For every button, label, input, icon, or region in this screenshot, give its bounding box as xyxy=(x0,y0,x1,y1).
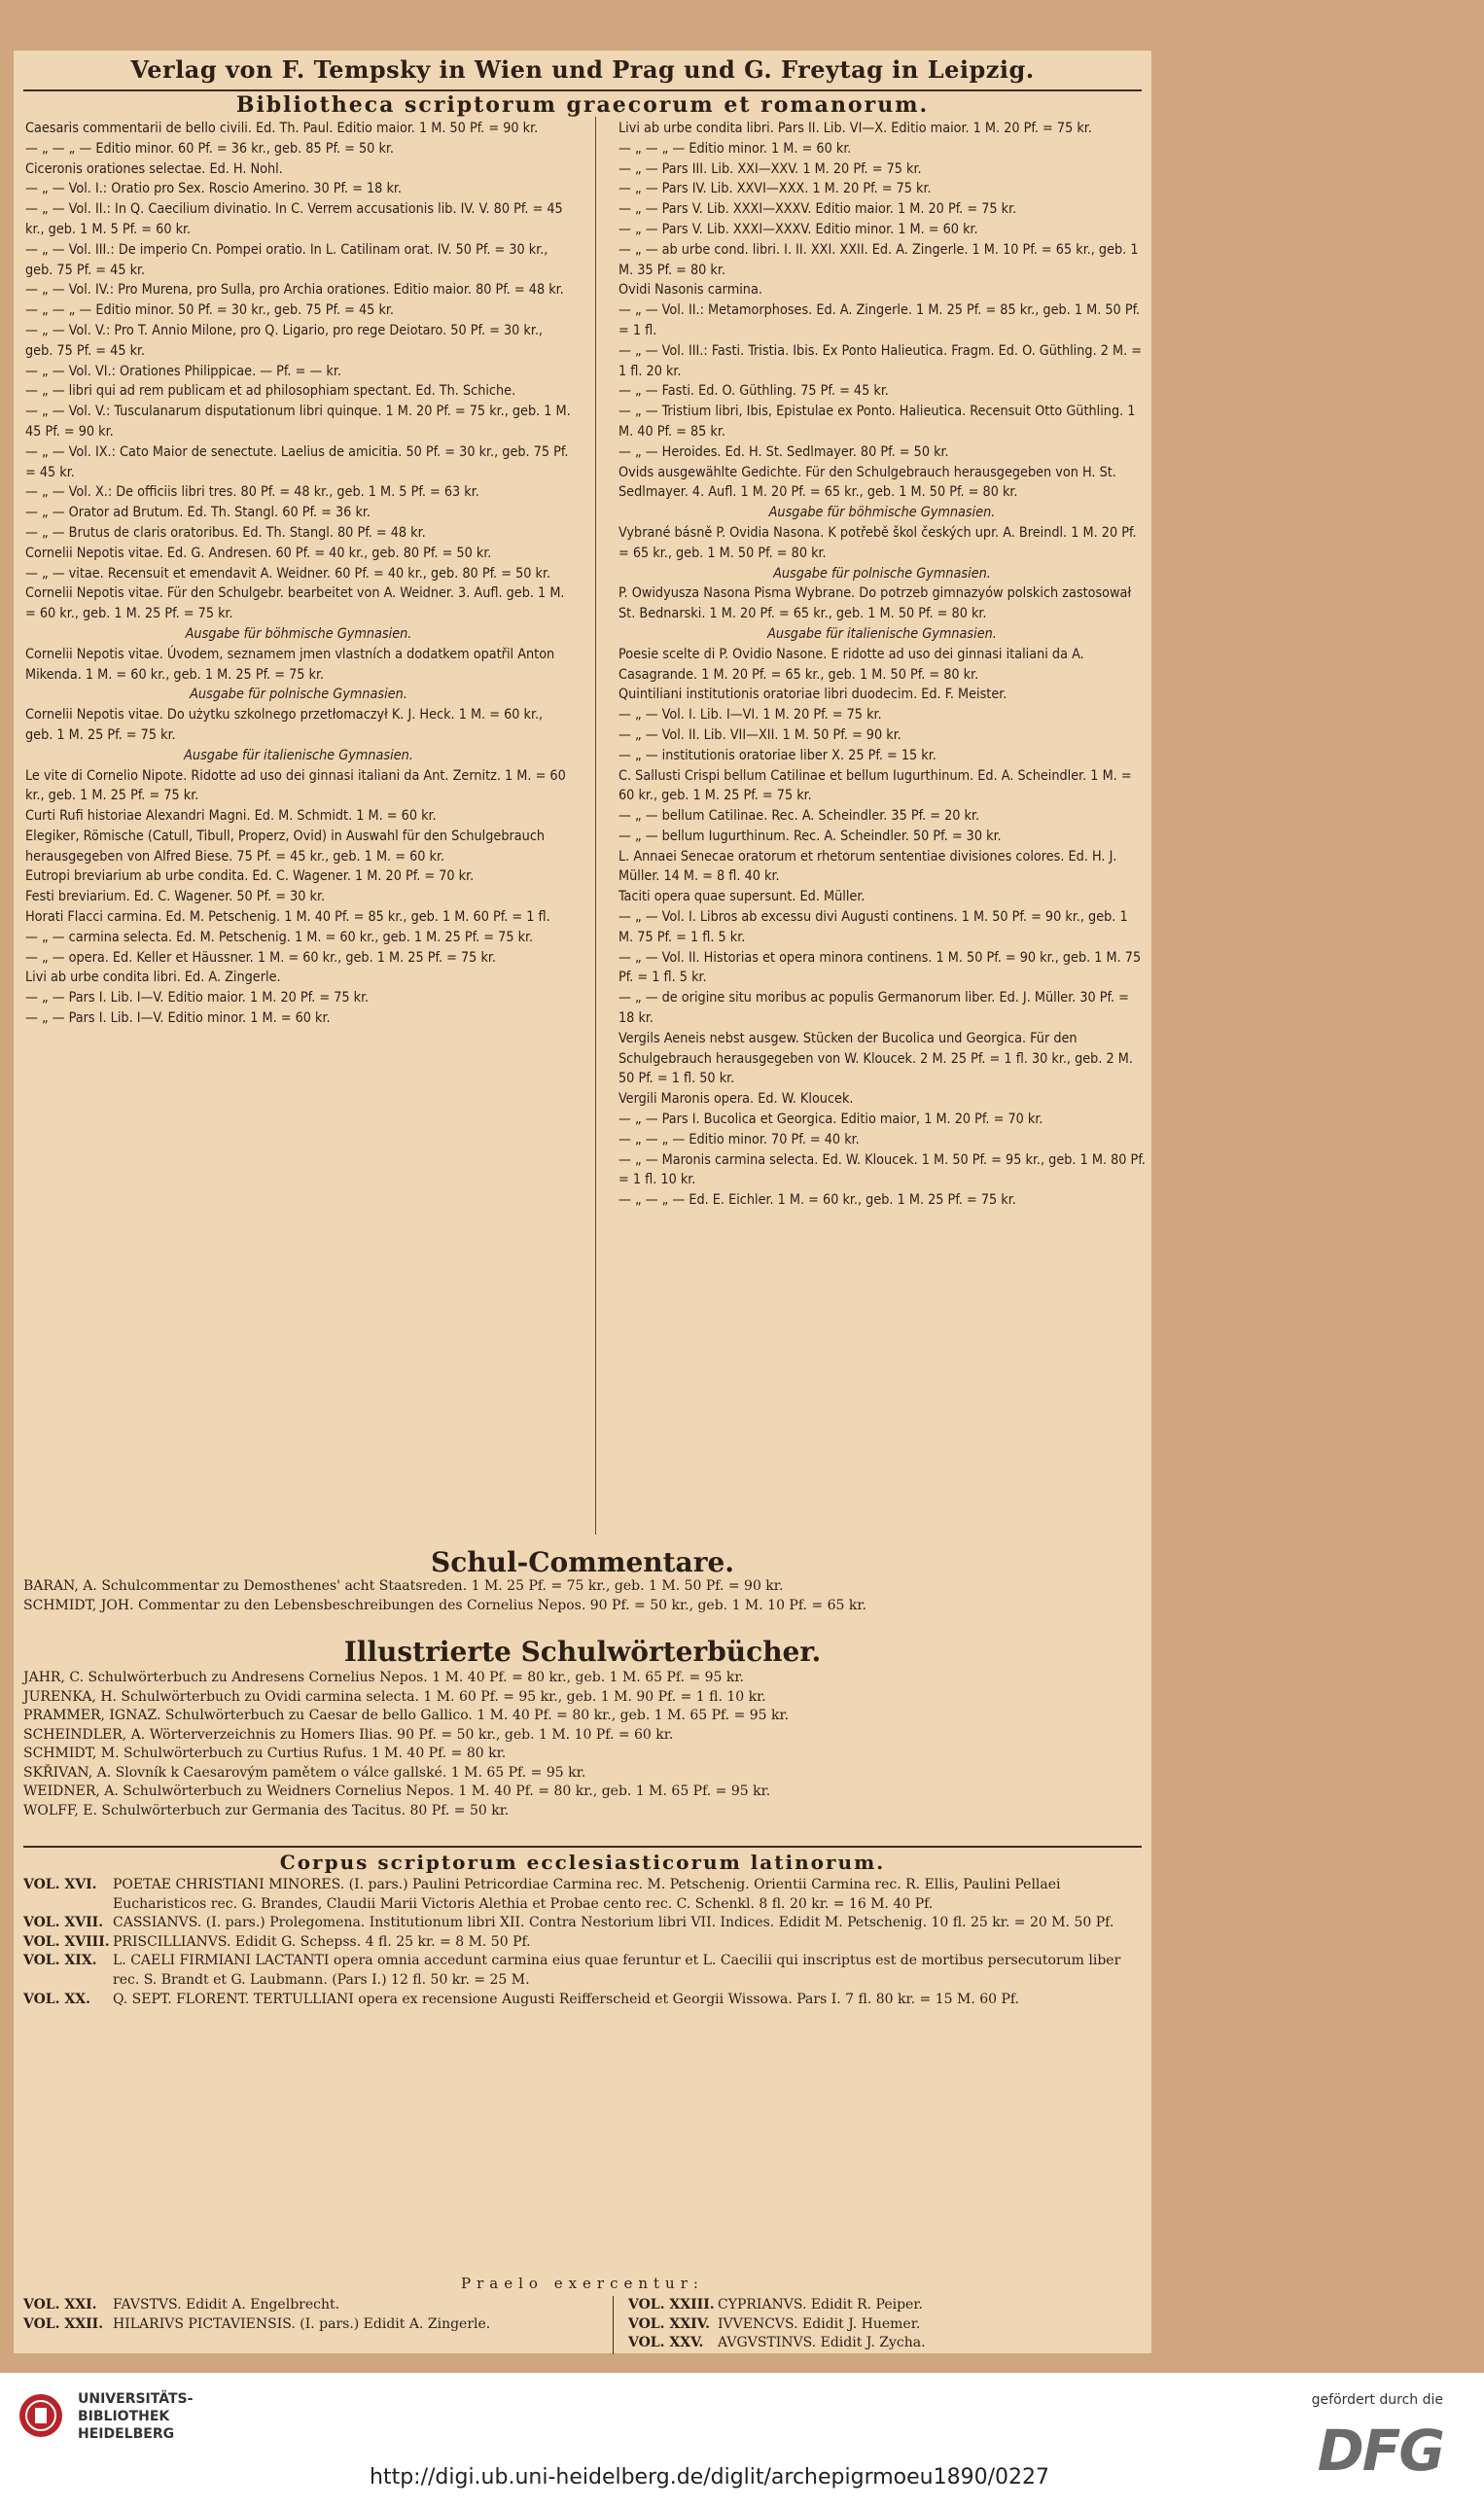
catalog-entry: — „ — carmina selecta. Ed. M. Petschenig. 1 M. = 60 kr., geb. 1 M. 25 Pf. = 75 kr. xyxy=(25,929,534,945)
volume-number: VOL. XX. xyxy=(23,1991,91,2007)
corpus-volume-list xyxy=(23,1876,1142,2009)
catalog-page xyxy=(14,51,1151,2353)
catalog-entry: — „ — Vol. II. Historias et opera minora continens. 1 M. 50 Pf. = 90 kr., geb. 1 M. 75 Pf. = 1 fl. 5 kr. xyxy=(618,949,1146,986)
volume-number: VOL. XXI. xyxy=(23,2297,97,2313)
dictionary-entry: JURENKA, H. Schulwörterbuch zu Ovidi carmina selecta. 1 M. 60 Pf. = 95 kr., geb. 1 M. 90 Pf. = 1 fl. 10 kr. xyxy=(23,1688,766,1705)
dictionary-entry: WOLFF, E. Schulwörterbuch zur Germania des Tacitus. 80 Pf. = 50 kr. xyxy=(23,1802,510,1818)
catalog-entry: — „ — ab urbe cond. libri. I. II. XXI. XXII. Ed. A. Zingerle. 1 M. 10 Pf. = 65 kr., geb. 1 M. 35 Pf. = 80 kr. xyxy=(618,241,1143,278)
right-column xyxy=(618,119,1149,1211)
catalog-entry: Ausgabe für böhmische Gymnasien. xyxy=(185,625,412,642)
volume-description: IVVENCVS. Edidit J. Huemer. xyxy=(718,2315,921,2332)
catalog-entry: — „ — „ — Editio minor. 50 Pf. = 30 kr., geb. 75 Pf. = 45 kr. xyxy=(25,302,394,319)
catalog-entry: Livi ab urbe condita libri. Ed. A. Zingerle. xyxy=(25,970,281,986)
catalog-entry: — „ — Vol. V.: Tusculanarum disputationum libri quinque. 1 M. 20 Pf. = 75 kr., geb. 1 M. 45 Pf. = 90 kr. xyxy=(25,404,575,440)
corpus-volume xyxy=(23,1876,1142,1914)
dictionary-entry: WEIDNER, A. Schulwörterbuch zu Weidners Cornelius Nepos. 1 M. 40 Pf. = 80 kr., geb. 1 M. 65 Pf. = 95 kr. xyxy=(23,1783,771,1799)
catalog-entry: Cornelii Nepotis vitae. Für den Schulgebr. bearbeitet von A. Weidner. 3. Aufl. geb. 1 M. = 60 kr., geb. 1 M. 25 Pf. = 75 kr. xyxy=(25,585,569,622)
university-seal-icon xyxy=(18,2392,64,2439)
catalog-entry: — „ — opera. Ed. Keller et Häussner. 1 M. = 60 kr., geb. 1 M. 25 Pf. = 75 kr. xyxy=(25,949,496,966)
dictionary-entry: SCHMIDT, M. Schulwörterbuch zu Curtius Rufus. 1 M. 40 Pf. = 80 kr. xyxy=(23,1746,507,1761)
catalog-entry: Cornelii Nepotis vitae. Ed. G. Andresen. 60 Pf. = 40 kr., geb. 80 Pf. = 50 kr. xyxy=(25,545,492,561)
schulwoerterbuecher-list xyxy=(23,1669,1142,1820)
viewer-footer xyxy=(0,2373,1484,2507)
catalog-entry: — „ — Vol. I. Libros ab excessu divi Augusti continens. 1 M. 50 Pf. = 90 kr., geb. 1 M. 75 Pf. = 1 fl. 5 kr. xyxy=(618,909,1132,945)
catalog-entry: — „ — Vol. IV.: Pro Murena, pro Sulla, pro Archia orationes. Editio maior. 80 Pf. = 48 kr. xyxy=(25,282,564,299)
catalog-entry: Ovids ausgewählte Gedichte. Für den Schulgebrauch herausgegeben von H. St. Sedlmayer. 4. Aufl. 1 M. 20 Pf. = 65 kr., geb. 1 M. 50 Pf. = 80 kr. xyxy=(618,464,1120,501)
volume-description: L. CAELI FIRMIANI LACTANTI opera omnia accedunt carmina eius quae feruntur et L. Caecilii qui inscriptus est de mortibus persecutorum liber rec. S. Brandt et G. Laubmann. (Pars I.) 12 fl. 50 kr. = 25 M. xyxy=(113,1953,1121,1988)
left-column xyxy=(25,119,575,1029)
catalog-entry: Eutropi breviarium ab urbe condita. Ed. C. Wagener. 1 M. 20 Pf. = 70 kr. xyxy=(25,868,475,885)
volume-description: FAVSTVS. Edidit A. Engelbrecht. xyxy=(113,2297,340,2313)
volume-description: POETAE CHRISTIANI MINORES. (I. pars.) Paulini Petricordiae Carmina rec. M. Petschenig. Orientii Carmina rec. R. Ellis, Paulini Pellaei Eucharisticos rec. G. Brandes, Claudii Marii Victoris Alethia et Probae cento rec. C. Schenkl. 8 fl. 20 kr. = 16 M. 40 Pf. xyxy=(113,1877,1061,1912)
bibliotheca-title: Bibliotheca scriptorum graecorum et romanorum. xyxy=(235,92,930,118)
corpus-volume xyxy=(23,1933,1142,1953)
catalog-entry: — „ — Heroides. Ed. H. St. Sedlmayer. 80 Pf. = 50 kr. xyxy=(618,443,949,460)
catalog-entry: — „ — Maronis carmina selecta. Ed. W. Kloucek. 1 M. 50 Pf. = 95 kr., geb. 1 M. 80 Pf. = 1 fl. 10 kr. xyxy=(618,1151,1149,1188)
catalog-entry: Ausgabe für polnische Gymnasien. xyxy=(773,565,991,582)
volume-description: AVGVSTINVS. Edidit J. Zycha. xyxy=(718,2335,926,2351)
forthcoming-volume xyxy=(23,2296,607,2315)
volume-description: Q. SEPT. FLORENT. TERTULLIANI opera ex recensione Augusti Reifferscheid et Georgii Wissowa. Pars I. 7 fl. 80 kr. = 15 M. 60 Pf. xyxy=(113,1991,1020,2007)
dictionary-entry: SKŘIVAN, A. Slovník k Caesarovým pamětem o válce gallské. 1 M. 65 Pf. = 95 kr. xyxy=(23,1764,586,1781)
funded-by-label: gefördert durch die xyxy=(1311,2392,1443,2408)
catalog-entry: — „ — Vol. X.: De officiis libri tres. 80 Pf. = 48 kr., geb. 1 M. 5 Pf. = 63 kr. xyxy=(25,484,479,501)
catalog-entry: — „ — Vol. V.: Pro T. Annio Milone, pro Q. Ligario, pro rege Deiotaro. 50 Pf. = 30 kr., geb. 75 Pf. = 45 kr. xyxy=(25,322,548,359)
catalog-entry: Curti Rufi historiae Alexandri Magni. Ed. M. Schmidt. 1 M. = 60 kr. xyxy=(25,808,437,825)
column-divider xyxy=(595,117,596,1535)
dictionary-entry: PRAMMER, IGNAZ. Schulwörterbuch zu Caesar de bello Gallico. 1 M. 40 Pf. = 80 kr., geb. 1 M. 65 Pf. = 95 kr. xyxy=(23,1708,790,1723)
catalog-entry: — „ — Vol. II.: In Q. Caecilium divinatio. In C. Verrem accusationis lib. IV. V. 80 Pf. = 45 kr., geb. 1 M. 5 Pf. = 60 kr. xyxy=(25,201,567,237)
catalog-entry: — „ — Fasti. Ed. O. Güthling. 75 Pf. = 45 kr. xyxy=(618,383,889,400)
catalog-entry: Elegiker, Römische (Catull, Tibull, Properz, Ovid) in Auswahl für den Schulgebrauch herausgegeben von Alfred Biese. 75 Pf. = 45 kr., geb. 1 M. = 60 kr. xyxy=(25,828,549,865)
catalog-entry: Livi ab urbe condita libri. Pars II. Lib. VI—X. Editio maior. 1 M. 20 Pf. = 75 kr. xyxy=(618,121,1092,136)
catalog-entry: — „ — Vol. II.: Metamorphoses. Ed. A. Zingerle. 1 M. 25 Pf. = 85 kr., geb. 1 M. 50 Pf. = 1 fl. xyxy=(618,302,1145,338)
corpus-volume xyxy=(23,1991,1142,2010)
volume-number: VOL. XVI. xyxy=(23,1877,97,1892)
catalog-entry: Ausgabe für polnische Gymnasien. xyxy=(190,687,407,703)
forthcoming-volume xyxy=(628,2296,1134,2315)
forthcoming-volume xyxy=(628,2315,1134,2335)
catalog-entry: — „ — bellum Catilinae. Rec. A. Scheindler. 35 Pf. = 20 kr. xyxy=(618,808,980,825)
forthcoming-volume xyxy=(23,2315,607,2335)
corpus-volume xyxy=(23,1914,1142,1933)
catalog-entry: P. Owidyusza Nasona Pisma Wybrane. Do potrzeb gimnazyów polskich zastosował St. Bednarski. 1 M. 20 Pf. = 65 kr., geb. 1 M. 50 Pf. = 80 kr. xyxy=(618,585,1136,622)
volume-description: CYPRIANVS. Edidit R. Peiper. xyxy=(718,2297,923,2313)
catalog-entry: Taciti opera quae supersunt. Ed. Müller. xyxy=(618,889,866,905)
catalog-entry: C. Sallusti Crispi bellum Catilinae et bellum Iugurthinum. Ed. A. Scheindler. 1 M. = 60 kr., geb. 1 M. 25 Pf. = 75 kr. xyxy=(618,767,1136,804)
dictionary-entry: JAHR, C. Schulwörterbuch zu Andresens Cornelius Nepos. 1 M. 40 Pf. = 80 kr., geb. 1 M. 65 Pf. = 95 kr. xyxy=(23,1670,745,1685)
catalog-entry: Horati Flacci carmina. Ed. M. Petschenig. 1 M. 40 Pf. = 85 kr., geb. 1 M. 60 Pf. = 1 fl. xyxy=(25,909,550,926)
catalog-entry: — „ — Vol. I.: Oratio pro Sex. Roscio Amerino. 30 Pf. = 18 kr. xyxy=(25,181,402,197)
schul-commentare-list xyxy=(23,1577,1142,1615)
header-rule xyxy=(23,89,1142,91)
catalog-entry: — „ — Pars I. Lib. I—V. Editio maior. 1 M. 20 Pf. = 75 kr. xyxy=(25,990,370,1006)
catalog-entry: — „ — Vol. VI.: Orationes Philippicae. — Pf. = — kr. xyxy=(25,363,341,379)
forthcoming-divider xyxy=(613,2296,614,2354)
volume-number: VOL. XXIV. xyxy=(628,2315,710,2332)
catalog-entry: — „ — Vol. III.: De imperio Cn. Pompei oratio. In L. Catilinam orat. IV. 50 Pf. = 30 kr., geb. 75 Pf. = 45 kr. xyxy=(25,241,552,278)
schul-commentare-title: Schul-Commentare. xyxy=(430,1546,735,1578)
page-url[interactable]: http://digi.ub.uni-heidelberg.de/diglit/archepigrmoeu1890/0227 xyxy=(370,2465,1049,2489)
catalog-entry: Vergils Aeneis nebst ausgew. Stücken der Bucolica und Georgica. Für den Schulgebrauch herausgegeben von W. Kloucek. 2 M. 25 Pf. = 1 fl. 30 kr., geb. 2 M. 50 Pf. = 1 fl. 50 kr. xyxy=(618,1030,1138,1087)
catalog-entry: Poesie scelte di P. Ovidio Nasone. E ridotte ad uso dei ginnasi italiani da A. Casagrande. 1 M. 20 Pf. = 65 kr., geb. 1 M. 50 Pf. = 80 kr. xyxy=(618,646,1088,683)
commentary-entry: BARAN, A. Schulcommentar zu Demosthenes' acht Staatsreden. 1 M. 25 Pf. = 75 kr., geb. 1 M. 50 Pf. = 90 kr. xyxy=(23,1578,784,1594)
praelo-heading: Praelo exercentur: xyxy=(461,2275,704,2292)
catalog-entry: Ausgabe für böhmische Gymnasien. xyxy=(768,505,996,521)
forthcoming-volume xyxy=(628,2334,1134,2353)
catalog-entry: — „ — Pars III. Lib. XXI—XXV. 1 M. 20 Pf. = 75 kr. xyxy=(618,160,922,177)
catalog-entry: — „ — Vol. III.: Fasti. Tristia. Ibis. Ex Ponto Halieutica. Fragm. Ed. O. Güthling. 2 M. = 1 fl. 20 kr. xyxy=(618,342,1147,379)
catalog-entry: Ausgabe für italienische Gymnasien. xyxy=(767,625,997,642)
catalog-entry: — „ — libri qui ad rem publicam et ad philosophiam spectant. Ed. Th. Schiche. xyxy=(25,383,516,400)
publisher-header: Verlag von F. Tempsky in Wien und Prag und G. Freytag in Leipzig. xyxy=(130,55,1035,84)
catalog-entry: Le vite di Cornelio Nipote. Ridotte ad uso dei ginnasi italiani da Ant. Zernitz. 1 M. = 60 kr., geb. 1 M. 25 Pf. = 75 kr. xyxy=(25,767,570,804)
dfg-logo: DFG xyxy=(1317,2418,1443,2484)
catalog-entry: — „ — Brutus de claris oratoribus. Ed. Th. Stangl. 80 Pf. = 48 kr. xyxy=(25,524,426,541)
volume-number: VOL. XVIII. xyxy=(23,1933,110,1950)
catalog-entry: — „ — Pars IV. Lib. XXVI—XXX. 1 M. 20 Pf. = 75 kr. xyxy=(618,181,932,197)
catalog-entry: — „ — „ — Editio minor. 60 Pf. = 36 kr., geb. 85 Pf. = 50 kr. xyxy=(25,140,394,157)
catalog-entry: Cornelii Nepotis vitae. Do użytku szkolnego przetłomaczył K. J. Heck. 1 M. = 60 kr., geb. 1 M. 25 Pf. = 75 kr. xyxy=(25,707,548,743)
forthcoming-left xyxy=(23,2296,607,2334)
catalog-entry: Cornelii Nepotis vitae. Úvodem, seznamem jmen vlastních a dodatkem opatřil Anton Mikenda. 1 M. = 60 kr., geb. 1 M. 25 Pf. = 75 kr. xyxy=(25,646,559,683)
corpus-volume xyxy=(23,1952,1142,1990)
catalog-entry: Ovidi Nasonis carmina. xyxy=(618,282,762,299)
volume-description: HILARIVS PICTAVIENSIS. (I. pars.) Edidit A. Zingerle. xyxy=(113,2315,491,2332)
volume-number: VOL. XXII. xyxy=(23,2315,104,2332)
catalog-entry: — „ — Vol. II. Lib. VII—XII. 1 M. 50 Pf. = 90 kr. xyxy=(618,726,901,743)
commentary-entry: SCHMIDT, JOH. Commentar zu den Lebensbeschreibungen des Cornelius Nepos. 90 Pf. = 50 kr., geb. 1 M. 10 Pf. = 65 kr. xyxy=(23,1597,866,1613)
catalog-entry: Quintiliani institutionis oratoriae libri duodecim. Ed. F. Meister. xyxy=(618,687,1007,703)
catalog-entry: Vergili Maronis opera. Ed. W. Kloucek. xyxy=(618,1091,854,1108)
volume-number: VOL. XIX. xyxy=(23,1953,97,1969)
catalog-entry: Ciceronis orationes selectae. Ed. H. Nohl. xyxy=(25,160,283,177)
volume-number: VOL. XXV. xyxy=(628,2335,704,2351)
catalog-entry: — „ — bellum Iugurthinum. Rec. A. Scheindler. 50 Pf. = 30 kr. xyxy=(618,828,1002,844)
catalog-entry: — „ — institutionis oratoriae liber X. 25 Pf. = 15 kr. xyxy=(618,747,936,763)
catalog-entry: Caesaris commentarii de bello civili. Ed. Th. Paul. Editio maior. 1 M. 50 Pf. = 90 kr. xyxy=(25,121,539,136)
catalog-entry: Vybrané básně P. Ovidia Nasona. K potřebě škol českých upr. A. Breindl. 1 M. 20 Pf. = 65 kr., geb. 1 M. 50 Pf. = 80 kr. xyxy=(618,524,1141,561)
catalog-entry: — „ — Pars V. Lib. XXXI—XXXV. Editio maior. 1 M. 20 Pf. = 75 kr. xyxy=(618,201,1017,218)
catalog-entry: Ausgabe für italienische Gymnasien. xyxy=(184,747,413,763)
volume-description: PRISCILLIANVS. Edidit G. Schepss. 4 fl. 25 kr. = 8 M. 50 Pf. xyxy=(113,1933,531,1950)
volume-number: VOL. XXIII. xyxy=(628,2297,715,2313)
catalog-entry: — „ — Vol. IX.: Cato Maior de senectute. Laelius de amicitia. 50 Pf. = 30 kr., geb. 75 Pf. = 45 kr. xyxy=(25,443,573,480)
corpus-rule xyxy=(23,1846,1142,1848)
forthcoming-right xyxy=(628,2296,1134,2353)
catalog-entry: — „ — Tristium libri, Ibis, Epistulae ex Ponto. Halieutica. Recensuit Otto Güthling. 1 M. 40 Pf. = 85 kr. xyxy=(618,404,1140,440)
catalog-entry: — „ — Pars I. Bucolica et Georgica. Editio maior, 1 M. 20 Pf. = 70 kr. xyxy=(618,1112,1043,1128)
catalog-entry: — „ — Orator ad Brutum. Ed. Th. Stangl. 60 Pf. = 36 kr. xyxy=(25,505,371,521)
volume-description: CASSIANVS. (I. pars.) Prolegomena. Institutionum libri XII. Contra Nestorium libri VII. Indices. Edidit M. Petschenig. 10 fl. 25 kr. = 20 M. 50 Pf. xyxy=(113,1915,1114,1931)
catalog-entry: L. Annaei Senecae oratorum et rhetorum sententiae divisiones colores. Ed. H. J. Müller. 14 M. = 8 fl. 40 kr. xyxy=(618,848,1121,885)
volume-number: VOL. XVII. xyxy=(23,1915,104,1931)
library-name: UNIVERSITÄTS- BIBLIOTHEK HEIDELBERG xyxy=(78,2391,194,2442)
catalog-entry: — „ — de origine situ moribus ac populis Germanorum liber. Ed. J. Müller. 30 Pf. = 18 kr. xyxy=(618,990,1134,1027)
catalog-entry: — „ — „ — Editio minor. 1 M. = 60 kr. xyxy=(618,140,852,157)
schulwoerterbuecher-title: Illustrierte Schulwörterbücher. xyxy=(343,1636,822,1668)
catalog-entry: — „ — Pars I. Lib. I—V. Editio minor. 1 M. = 60 kr. xyxy=(25,1010,331,1027)
catalog-entry: — „ — vitae. Recensuit et emendavit A. Weidner. 60 Pf. = 40 kr., geb. 80 Pf. = 50 kr. xyxy=(25,565,551,582)
dictionary-entry: SCHEINDLER, A. Wörterverzeichnis zu Homers Ilias. 90 Pf. = 50 kr., geb. 1 M. 10 Pf. = 60 kr. xyxy=(23,1726,674,1743)
catalog-entry: — „ — „ — Ed. E. Eichler. 1 M. = 60 kr., geb. 1 M. 25 Pf. = 75 kr. xyxy=(618,1192,1016,1209)
corpus-title: Corpus scriptorum ecclesiasticorum latinorum. xyxy=(279,1851,886,1874)
catalog-entry: Festi breviarium. Ed. C. Wagener. 50 Pf. = 30 kr. xyxy=(25,889,326,905)
catalog-entry: — „ — Vol. I. Lib. I—VI. 1 M. 20 Pf. = 75 kr. xyxy=(618,707,882,724)
catalog-entry: — „ — „ — Editio minor. 70 Pf. = 40 kr. xyxy=(618,1131,860,1148)
catalog-entry: — „ — Pars V. Lib. XXXI—XXXV. Editio minor. 1 M. = 60 kr. xyxy=(618,221,978,237)
